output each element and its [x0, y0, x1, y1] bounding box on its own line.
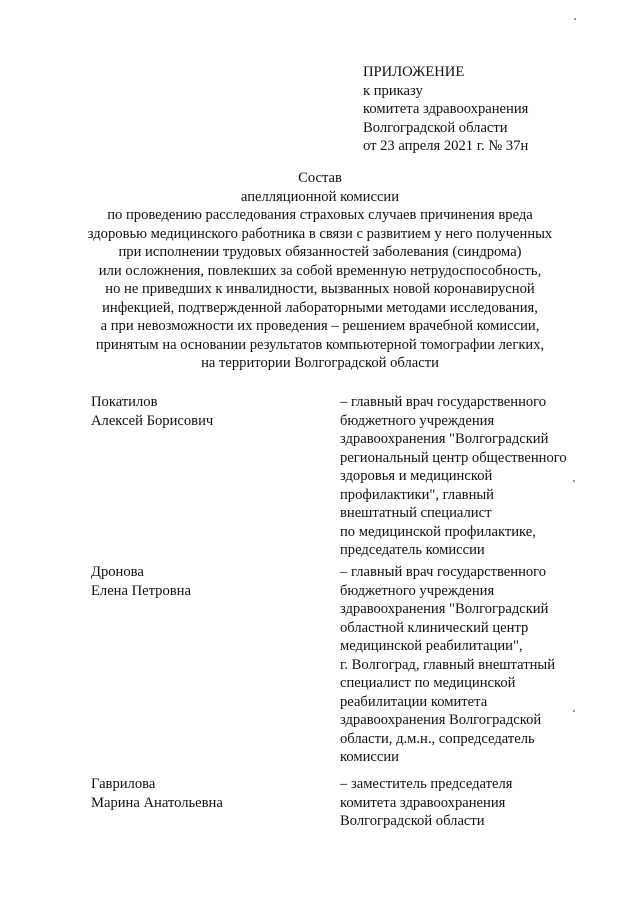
role-line: внештатный специалист: [340, 505, 492, 521]
role-line: медицинской реабилитации",: [340, 638, 523, 654]
role-line: здравоохранения Волгоградской: [340, 712, 542, 728]
role-line: здравоохранения "Волгоградский: [340, 431, 549, 447]
member-given-names: Марина Анатольевна: [91, 794, 223, 811]
role-line: специалист по медицинской: [340, 675, 516, 691]
role-line: здоровья и медицинской: [340, 468, 493, 484]
role-line: областной клинический центр: [340, 619, 529, 636]
heading-line: принятым на основании результатов компьютерной томографии легких,: [95, 336, 545, 353]
member-role: [340, 563, 630, 767]
member-surname: Гаврилова: [91, 776, 156, 792]
heading-line: или осложнения, повлекших за собой временную нетрудоспособность,: [98, 262, 542, 279]
role-line: – главный врач государственного: [340, 564, 547, 580]
heading-line: на территории Волгоградской области: [201, 355, 439, 371]
role-line: региональный центр общественного: [340, 449, 567, 466]
role-line: бюджетного учреждения: [340, 582, 495, 599]
role-line: реабилитации комитета: [340, 693, 488, 710]
role-line: по медицинской профилактике,: [340, 523, 536, 540]
heading-line: здоровью медицинского работника в связи с развитием у него полученных: [87, 225, 553, 242]
role-line: комиссии: [340, 749, 399, 765]
appendix-order-date: от 23 апреля 2021 г. № 37н: [363, 138, 529, 154]
member-given-names: Алексей Борисович: [91, 412, 214, 429]
role-line: здравоохранения "Волгоградский: [340, 601, 549, 617]
scan-speck: [573, 710, 575, 712]
role-line: области, д.м.н., сопредседатель: [340, 730, 535, 747]
member-role: [340, 775, 630, 831]
heading-line: апелляционной комиссии: [240, 188, 400, 205]
scan-speck: [573, 480, 575, 482]
role-line: – главный врач государственного: [340, 394, 547, 410]
member-role: [340, 393, 630, 560]
role-line: профилактики", главный: [340, 486, 494, 503]
scan-speck: [574, 18, 576, 20]
role-line: г. Волгоград, главный внештатный: [340, 656, 555, 673]
heading-title: Состав: [298, 170, 342, 186]
member-name: [91, 563, 321, 600]
document-heading: [0, 169, 640, 373]
heading-line: инфекцией, подтвержденной лабораторными методами исследования,: [102, 299, 538, 316]
heading-line: но не приведших к инвалидности, вызванных новой коронавирусной: [105, 281, 535, 297]
heading-line: по проведению расследования страховых случаев причинения вреда: [107, 207, 533, 223]
role-line: – заместитель председателя: [340, 776, 513, 792]
appendix-line: комитета здравоохранения: [363, 101, 529, 117]
appendix-line: Волгоградской области: [363, 119, 508, 136]
member-surname: Покатилов: [91, 394, 158, 410]
heading-line: при исполнении трудовых обязанностей заболевания (синдрома): [118, 244, 522, 260]
appendix-title: ПРИЛОЖЕНИЕ: [363, 64, 465, 80]
member-surname: Дронова: [91, 564, 144, 580]
appendix-line: к приказу: [363, 82, 423, 99]
role-line: бюджетного учреждения: [340, 412, 495, 429]
appendix-block: [363, 63, 623, 156]
member-name: [91, 775, 321, 812]
heading-line: а при невозможности их проведения – решением врачебной комиссии,: [100, 318, 540, 334]
role-line: председатель комиссии: [340, 542, 485, 558]
role-line: комитета здравоохранения: [340, 794, 506, 811]
member-given-names: Елена Петровна: [91, 582, 191, 599]
member-name: [91, 393, 321, 430]
role-line: Волгоградской области: [340, 813, 485, 829]
